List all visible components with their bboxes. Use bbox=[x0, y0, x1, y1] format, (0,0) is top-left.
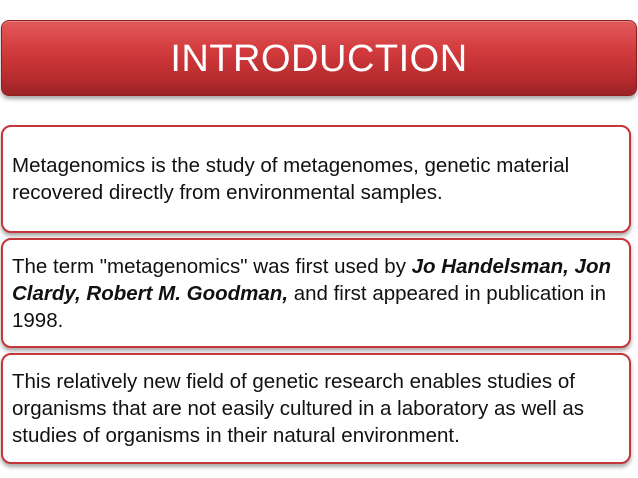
application-text: This relatively new field of genetic research enables studies of organisms that are not easily cultured in a laboratory as well as studies of organisms in their natural environment. bbox=[12, 370, 585, 447]
slide-title: INTRODUCTION bbox=[170, 37, 468, 80]
application-box bbox=[1, 353, 631, 464]
history-box bbox=[1, 238, 631, 348]
history-text bbox=[12, 253, 619, 334]
definition-text: Metagenomics is the study of metagenomes, genetic material recovered directly from environmental samples. bbox=[12, 154, 570, 204]
history-authors: Jo Handelsman, Jon Clardy, Robert M. Goodman, bbox=[12, 254, 611, 305]
definition-box bbox=[1, 125, 631, 233]
history-text-before: The term "metagenomics" was first used by bbox=[12, 254, 412, 278]
history-text-after: and first appeared in publication in 1998. bbox=[12, 281, 606, 332]
title-banner bbox=[1, 20, 637, 96]
